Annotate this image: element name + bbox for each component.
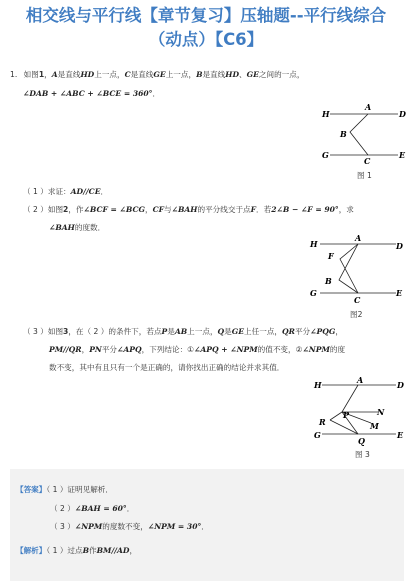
- svg-text:N: N: [377, 407, 385, 417]
- solution-tag: 【解析】: [16, 546, 47, 555]
- problem-intro-line-2: ∠DAB + ∠ABC + ∠BCE = 360°．: [23, 89, 161, 98]
- figure-2-caption: 图2: [350, 310, 363, 319]
- question-3-line-3: 数不变，其中有且只有一个是正确的，请你找出正确的结论并求其值．: [49, 363, 285, 372]
- svg-text:C: C: [364, 156, 371, 166]
- svg-text:M: M: [370, 421, 379, 431]
- figure-1-diagram: [318, 100, 408, 180]
- figure-3: [308, 374, 408, 456]
- svg-text:A: A: [365, 102, 372, 112]
- page-title: [0, 4, 412, 52]
- problem-number: 1.: [10, 70, 18, 79]
- svg-text:E: E: [396, 288, 403, 298]
- svg-text:C: C: [354, 295, 361, 305]
- question-3-line-2: PM//QR，PN平分∠APQ，下列结论：①∠APQ + ∠NPM的值不变，②∠NPM的度: [49, 345, 346, 354]
- figure-2: [308, 232, 408, 314]
- answer-line-2: （ 2 ）∠BAH = 60°．: [50, 504, 135, 513]
- question-2-line-1: （ 2 ）如图2，作∠BCF = ∠BCG，CF与∠BAH的平分线交于点F．若2∠B − ∠F = 90°，求: [23, 205, 354, 214]
- title-line-1: 相交线与平行线【章节复习】压轴题--平行线综合: [25, 6, 387, 25]
- svg-text:E: E: [397, 430, 404, 440]
- svg-text:G: G: [322, 150, 329, 160]
- svg-text:R: R: [319, 417, 326, 427]
- figure-1-caption: 图 1: [357, 171, 372, 180]
- question-3-line-1: （ 3 ）如图3，在（ 2 ）的条件下，若点P是AB上一点，Q是GE上任一点，QR平分∠PQG，: [23, 327, 343, 336]
- svg-text:G: G: [314, 430, 321, 440]
- svg-text:B: B: [325, 276, 332, 286]
- svg-text:A: A: [357, 375, 364, 385]
- answer-tag: 【答案】: [16, 485, 47, 494]
- svg-text:D: D: [399, 109, 406, 119]
- figure-3-caption: 图 3: [355, 450, 370, 459]
- svg-text:D: D: [396, 241, 403, 251]
- answer-line-1: 【答案】（ 1 ）证明见解析．: [16, 485, 113, 494]
- answer-line-3: （ 3 ）∠NPM的度数不变，∠NPM = 30°．: [50, 522, 209, 531]
- svg-text:F: F: [328, 251, 334, 261]
- svg-text:Q: Q: [358, 436, 365, 446]
- angle-sum-equation: ∠DAB + ∠ABC + ∠BCE = 360°: [23, 89, 153, 98]
- figure-3-diagram: [308, 374, 408, 454]
- svg-text:E: E: [399, 150, 406, 160]
- svg-text:H: H: [322, 109, 330, 119]
- problem-intro-line-1: 1. 如图1，A是直线HD上一点，C是直线GE上一点，B是直线HD、GE之间的一点，: [10, 70, 305, 79]
- svg-text:D: D: [397, 380, 404, 390]
- svg-text:H: H: [310, 239, 318, 249]
- svg-text:G: G: [310, 288, 317, 298]
- svg-text:A: A: [355, 233, 362, 243]
- svg-text:H: H: [314, 380, 322, 390]
- svg-text:B: B: [340, 129, 347, 139]
- question-2-line-2: ∠BAH的度数．: [49, 223, 106, 232]
- question-1: （ 1 ）求证：AD//CE．: [23, 187, 109, 196]
- svg-text:P: P: [343, 410, 350, 420]
- solution-line-1: 【解析】（ 1 ）过点B作BM//AD，: [16, 546, 138, 555]
- figure-2-diagram: [308, 232, 408, 312]
- title-line-2: （动点）【C6】: [148, 30, 264, 49]
